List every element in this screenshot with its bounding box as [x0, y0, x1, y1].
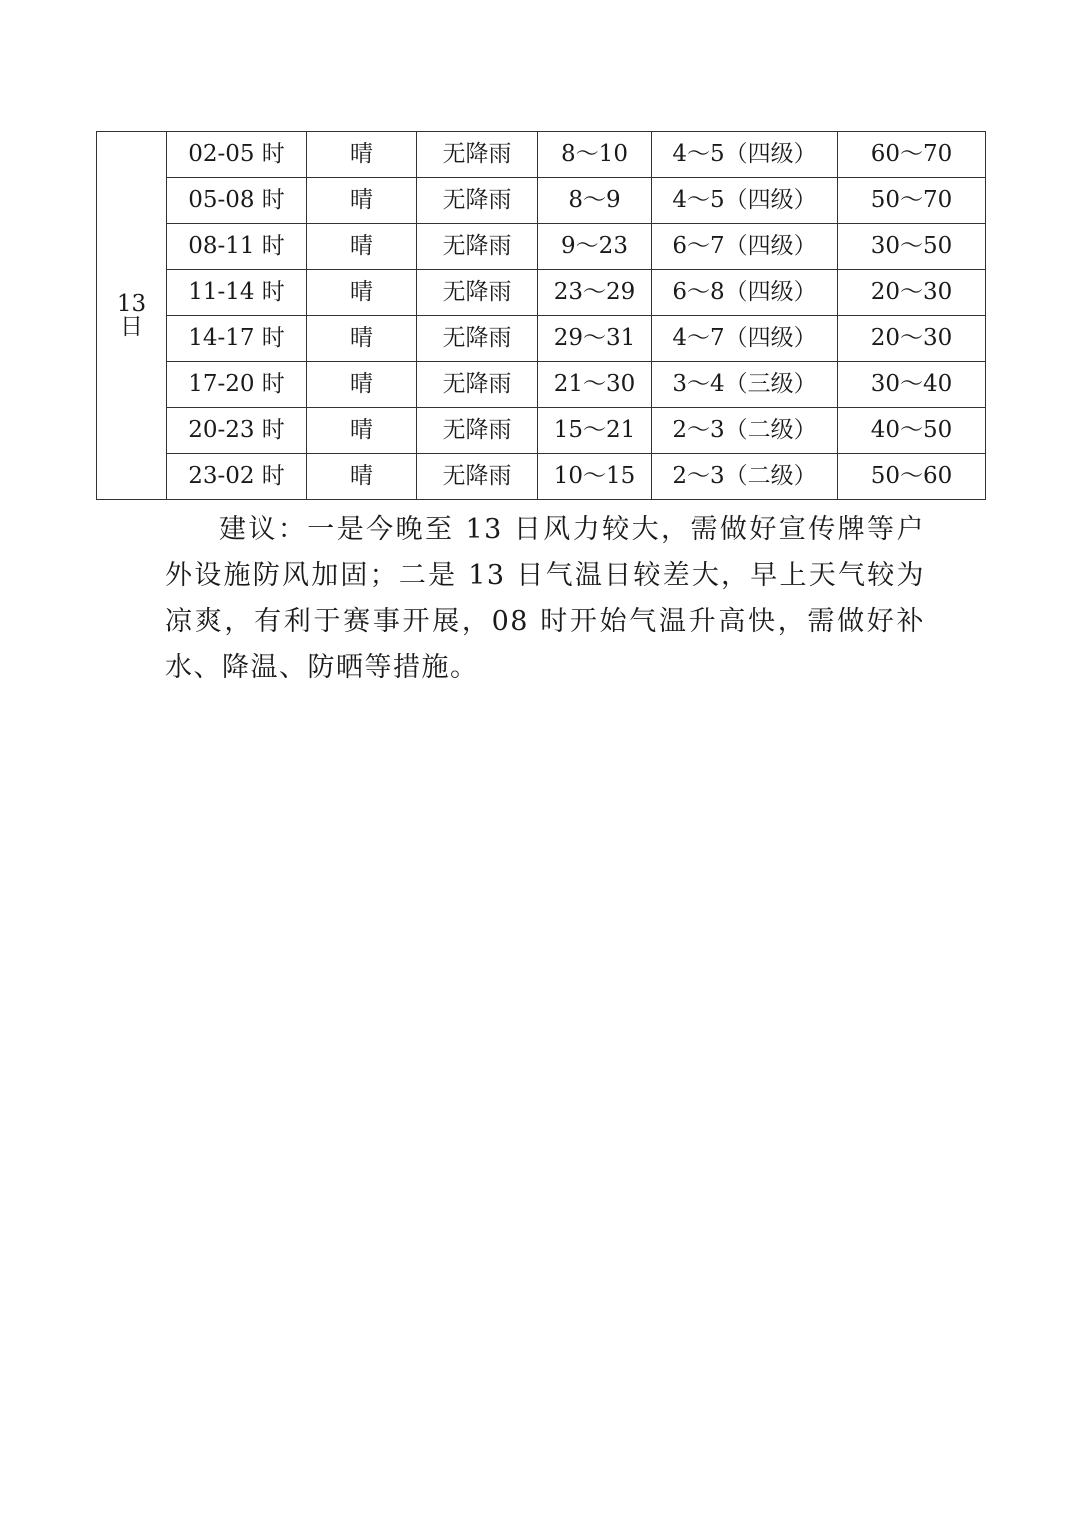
table-row — [97, 316, 986, 362]
weather-cell: 晴 — [307, 224, 417, 270]
humidity-cell: 20～30 — [838, 316, 986, 362]
precip-cell: 无降雨 — [417, 316, 538, 362]
wind-cell: 4～5（四级） — [652, 132, 838, 178]
table-row — [97, 362, 986, 408]
precip-cell: 无降雨 — [417, 132, 538, 178]
precip-cell: 无降雨 — [417, 178, 538, 224]
temp-cell: 9～23 — [538, 224, 652, 270]
weather-cell: 晴 — [307, 408, 417, 454]
time-cell: 17-20 时 — [167, 362, 307, 408]
table-row — [97, 178, 986, 224]
weather-cell: 晴 — [307, 270, 417, 316]
time-cell: 23-02 时 — [167, 454, 307, 500]
advice-paragraph: 建议：一是今晚至 13 日风力较大，需做好宣传牌等户外设施防风加固；二是 13 日气温日较差大，早上天气较为凉爽，有利于赛事开展，08 时开始气温升高快，需做好补水、降温、防晒等措施。 — [165, 514, 925, 683]
time-cell: 02-05 时 — [167, 132, 307, 178]
time-cell: 08-11 时 — [167, 224, 307, 270]
wind-cell: 6～8（四级） — [652, 270, 838, 316]
table-row — [97, 408, 986, 454]
precip-cell: 无降雨 — [417, 224, 538, 270]
wind-cell: 4～5（四级） — [652, 178, 838, 224]
temp-cell: 8～9 — [538, 178, 652, 224]
humidity-cell: 40～50 — [838, 408, 986, 454]
wind-cell: 2～3（二级） — [652, 454, 838, 500]
temp-cell: 10～15 — [538, 454, 652, 500]
day-number: 13 — [116, 290, 147, 317]
precip-cell: 无降雨 — [417, 362, 538, 408]
wind-cell: 4～7（四级） — [652, 316, 838, 362]
humidity-cell: 50～60 — [838, 454, 986, 500]
time-cell: 20-23 时 — [167, 408, 307, 454]
table-row — [97, 270, 986, 316]
temp-cell: 15～21 — [538, 408, 652, 454]
table-row — [97, 454, 986, 500]
weather-cell: 晴 — [307, 362, 417, 408]
time-cell: 05-08 时 — [167, 178, 307, 224]
time-cell: 11-14 时 — [167, 270, 307, 316]
humidity-cell: 20～30 — [838, 270, 986, 316]
table-row — [97, 132, 986, 178]
temp-cell: 21～30 — [538, 362, 652, 408]
humidity-cell: 30～40 — [838, 362, 986, 408]
table-row — [97, 224, 986, 270]
wind-cell: 2～3（二级） — [652, 408, 838, 454]
wind-cell: 3～4（三级） — [652, 362, 838, 408]
humidity-cell: 30～50 — [838, 224, 986, 270]
humidity-cell: 60～70 — [838, 132, 986, 178]
day-unit: 日 — [120, 313, 143, 340]
weather-cell: 晴 — [307, 178, 417, 224]
forecast-table-body — [97, 132, 986, 500]
precip-cell: 无降雨 — [417, 454, 538, 500]
precip-cell: 无降雨 — [417, 408, 538, 454]
precip-cell: 无降雨 — [417, 270, 538, 316]
weather-cell: 晴 — [307, 132, 417, 178]
weather-cell: 晴 — [307, 454, 417, 500]
day-cell — [97, 132, 167, 500]
weather-cell: 晴 — [307, 316, 417, 362]
wind-cell: 6～7（四级） — [652, 224, 838, 270]
temp-cell: 23～29 — [538, 270, 652, 316]
humidity-cell: 50～70 — [838, 178, 986, 224]
forecast-table — [96, 131, 986, 500]
temp-cell: 29～31 — [538, 316, 652, 362]
time-cell: 14-17 时 — [167, 316, 307, 362]
temp-cell: 8～10 — [538, 132, 652, 178]
